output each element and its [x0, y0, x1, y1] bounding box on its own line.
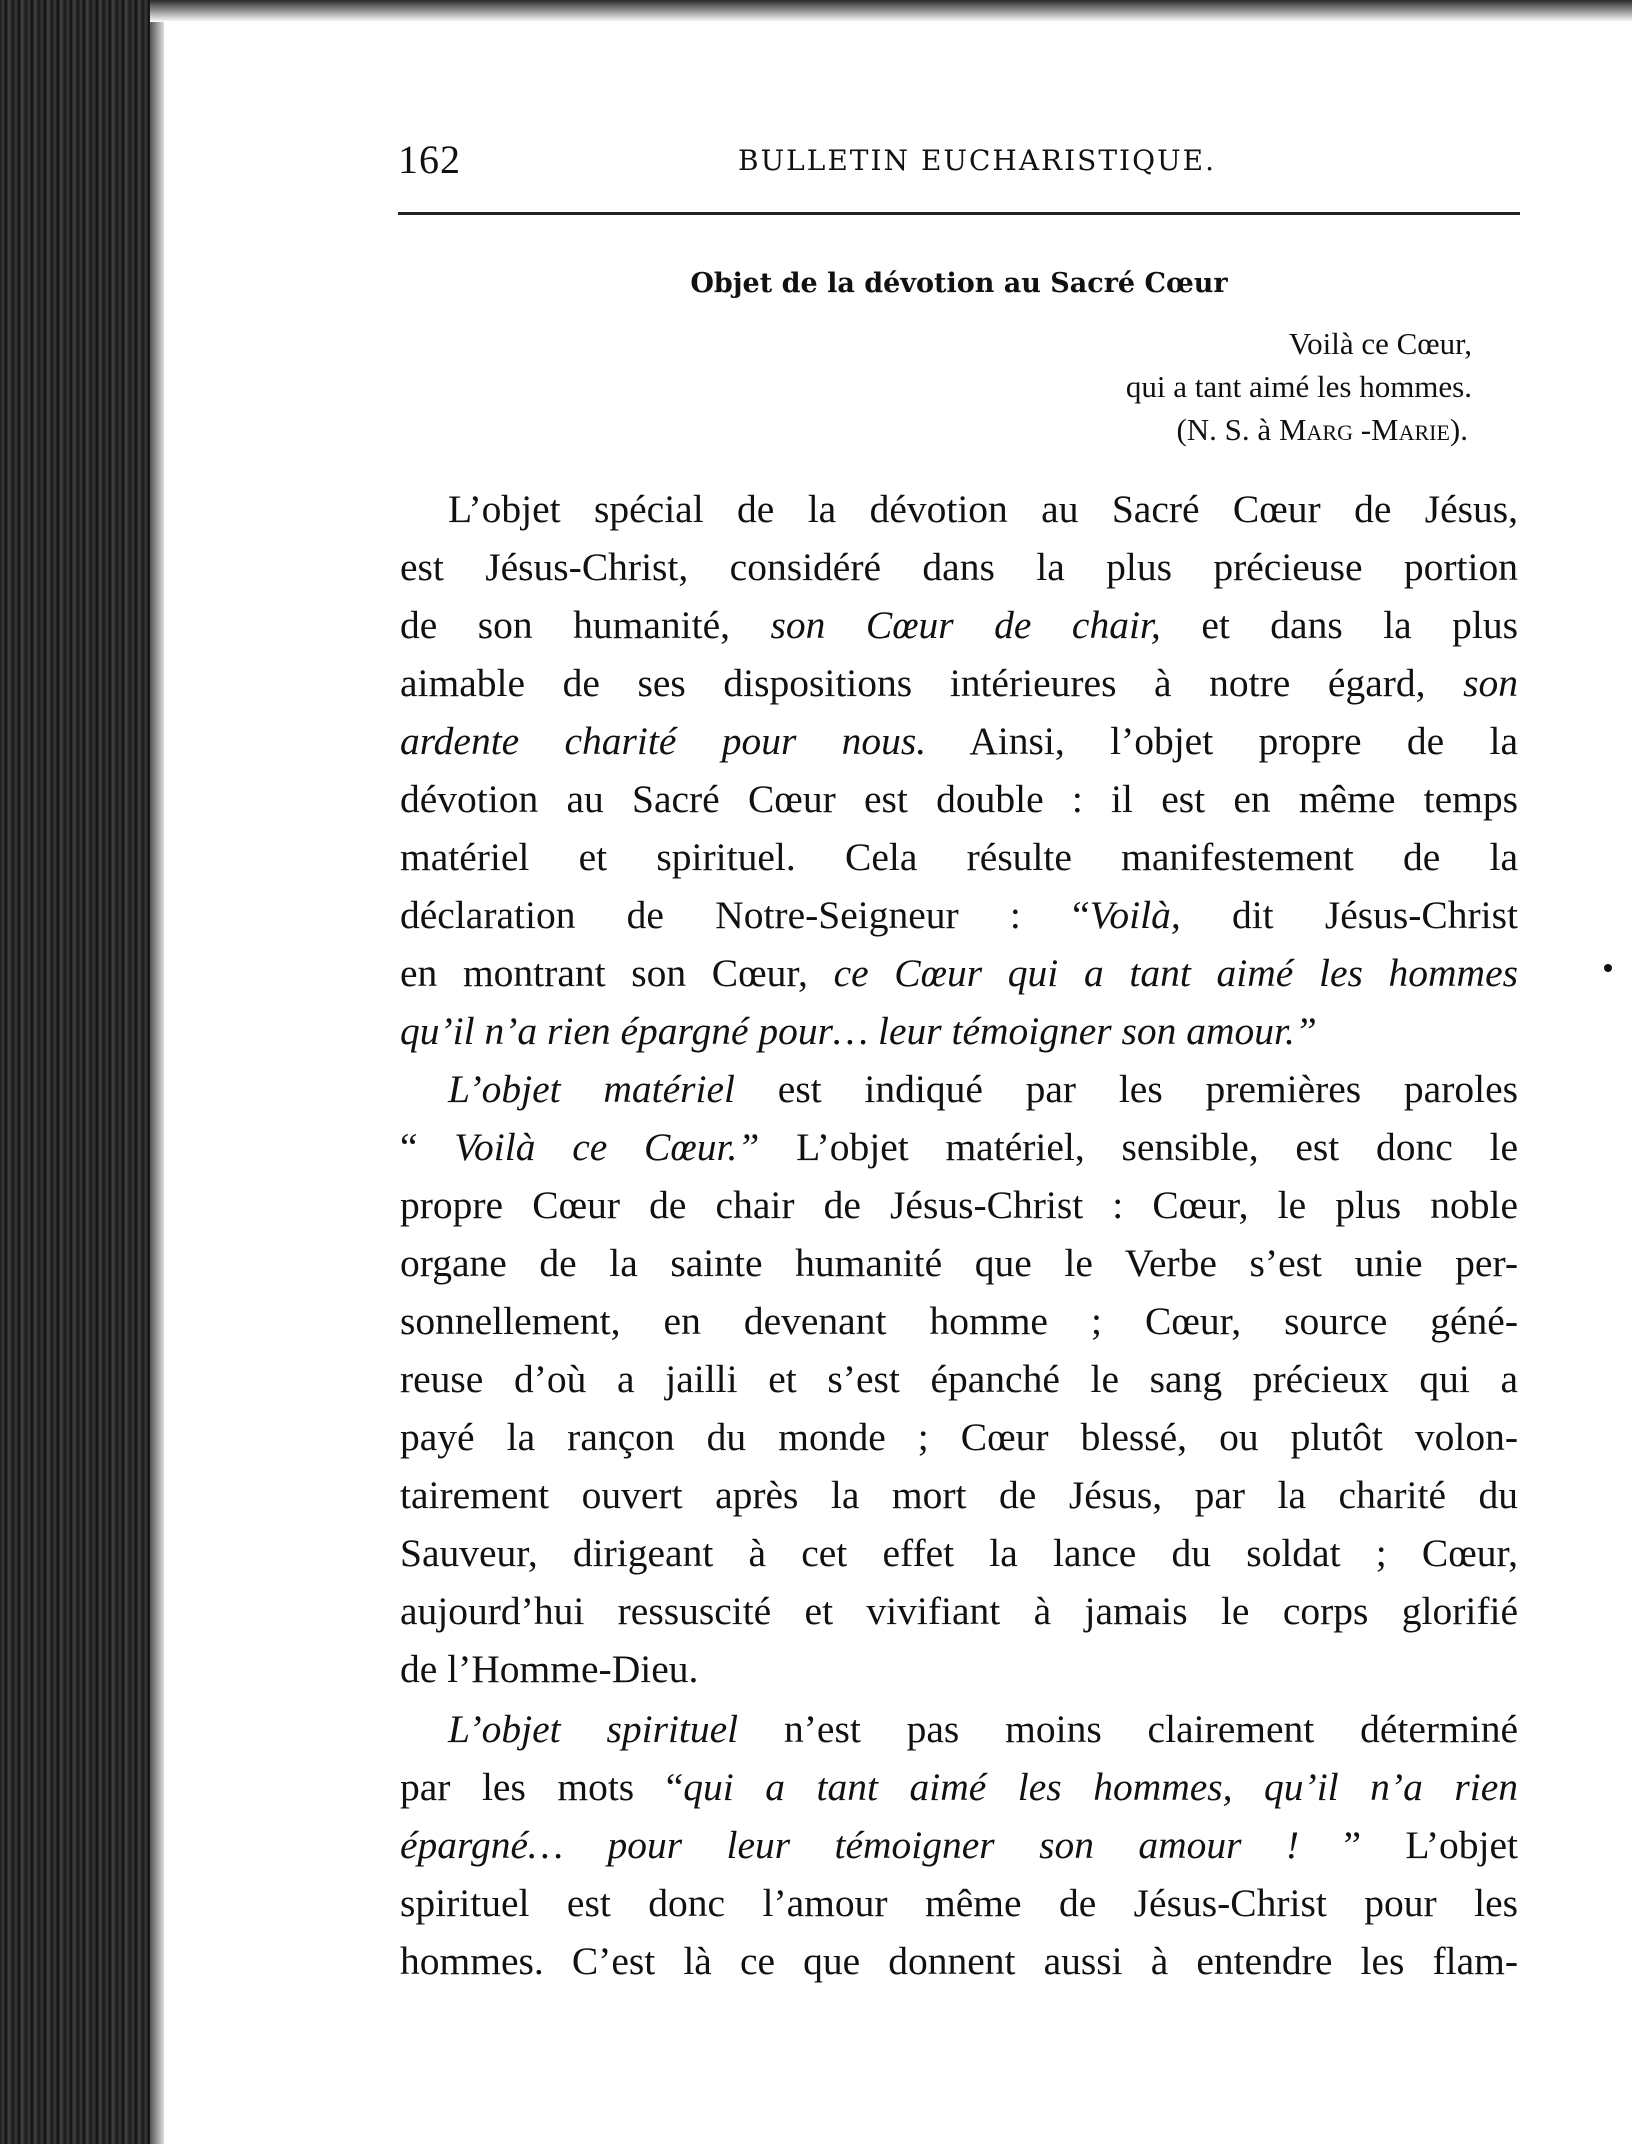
text-line: matériel et spirituel. Cela résulte manifestement de la — [400, 835, 1518, 879]
text-line: sonnellement, en devenant homme ; Cœur, source géné- — [400, 1299, 1518, 1343]
epigraph-attribution-suffix: ). — [1449, 412, 1468, 447]
page-header — [398, 136, 1520, 186]
epigraph — [1126, 322, 1472, 451]
epigraph-line-1: Voilà ce Cœur, — [1288, 326, 1472, 361]
page-number: 162 — [398, 137, 461, 182]
text-line: est Jésus-Christ, considéré dans la plus précieuse portion — [400, 545, 1518, 589]
text-line: aimable de ses dispositions intérieures à notre égard, son — [400, 661, 1519, 705]
text-line: payé la rançon du monde ; Cœur blessé, ou plutôt volon- — [400, 1415, 1518, 1459]
text-line: de l’Homme-Dieu. — [400, 1647, 699, 1691]
text-line: tairement ouvert après la mort de Jésus, par la charité du — [400, 1473, 1518, 1517]
text-line: spirituel est donc l’amour même de Jésus-Christ pour les — [400, 1881, 1518, 1925]
text-line: par les mots “qui a tant aimé les hommes, qu’il n’a rien — [400, 1765, 1518, 1809]
text-line: aujourd’hui ressuscité et vivifiant à jamais le corps glorifié — [400, 1589, 1518, 1633]
text-line: L’objet spécial de la dévotion au Sacré Cœur de Jésus, — [448, 487, 1518, 531]
running-title: BULLETIN EUCHARISTIQUE. — [738, 144, 1216, 177]
text-line: épargné… pour leur témoigner son amour ! ” L’objet — [400, 1823, 1518, 1867]
text-line: hommes. C’est là ce que donnent aussi à entendre les flam- — [400, 1939, 1518, 1983]
epigraph-attribution — [1126, 408, 1468, 451]
text-line: en montrant son Cœur, ce Cœur qui a tant aimé les hommes — [400, 951, 1518, 995]
text-line: dévotion au Sacré Cœur est double : il est en même temps — [400, 777, 1518, 821]
book-page-stack — [0, 0, 150, 2144]
section-title: Objet de la dévotion au Sacré Cœur — [690, 268, 1228, 299]
text-line: reuse d’où a jailli et s’est épanché le sang précieux qui a — [400, 1357, 1518, 1401]
text-line: “ Voilà ce Cœur.” L’objet matériel, sensible, est donc le — [400, 1125, 1519, 1169]
epigraph-attribution-prefix: (N. S. à — [1176, 412, 1279, 447]
epigraph-line-2: qui a tant aimé les hommes. — [1125, 369, 1472, 404]
text-line: L’objet matériel est indiqué par les premières paroles — [448, 1067, 1518, 1111]
text-line: Sauveur, dirigeant à cet effet la lance du soldat ; Cœur, — [400, 1531, 1518, 1575]
header-rule — [398, 212, 1520, 215]
text-line: L’objet spirituel n’est pas moins clairement déterminé — [448, 1707, 1519, 1751]
text-line: qu’il n’a rien épargné pour… leur témoigner son amour.” — [400, 1009, 1317, 1053]
epigraph-attribution-name: Marg -Marie — [1278, 412, 1450, 447]
page-top-shadow — [150, 0, 1632, 22]
margin-speck — [1604, 964, 1612, 972]
text-line: organe de la sainte humanité que le Verbe s’est unie per- — [400, 1241, 1518, 1285]
text-line: ardente charité pour nous. Ainsi, l’objet propre de la — [400, 719, 1518, 763]
text-line: propre Cœur de chair de Jésus-Christ : Cœur, le plus noble — [400, 1183, 1518, 1227]
text-line: de son humanité, son Cœur de chair, et dans la plus — [400, 603, 1519, 647]
text-line: déclaration de Notre-Seigneur : “Voilà, dit Jésus-Christ — [400, 893, 1518, 937]
